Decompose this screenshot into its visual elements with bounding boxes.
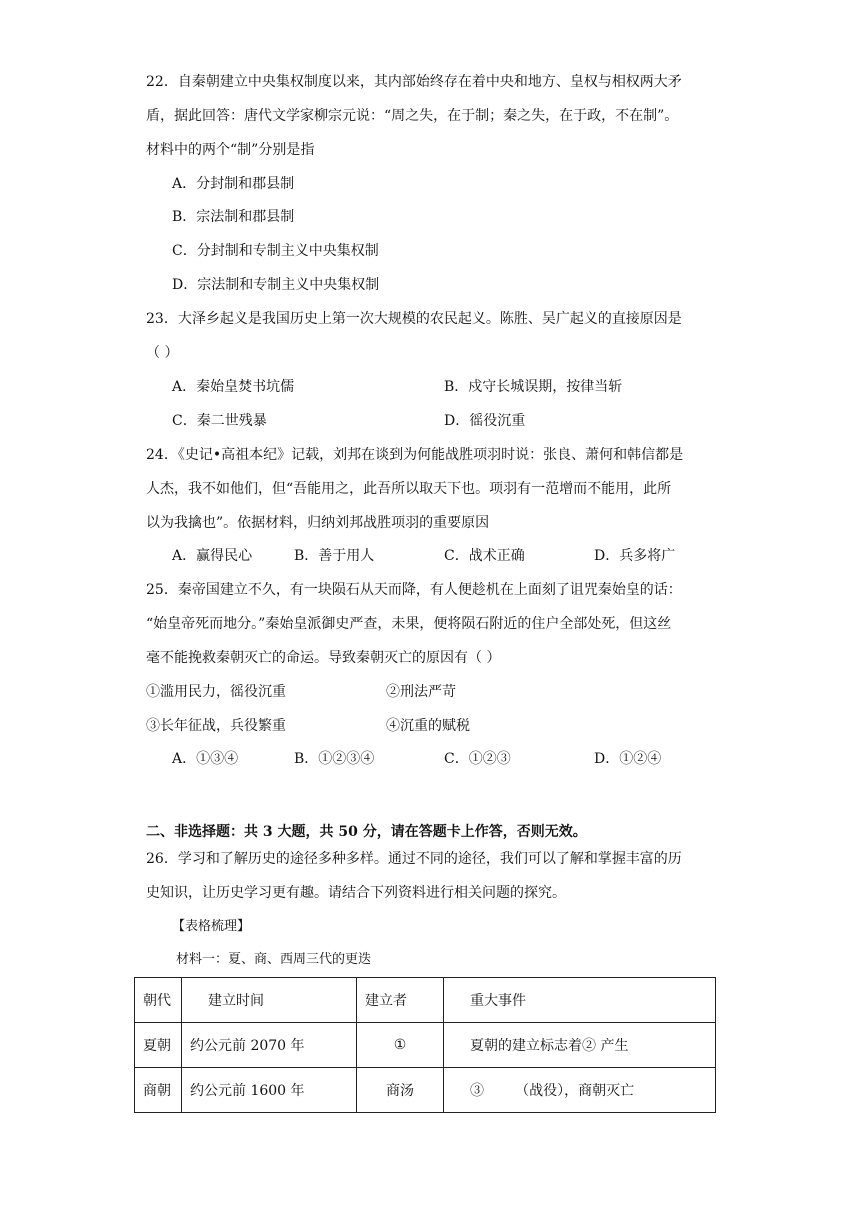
table-cell: ③ （战役），商朝灭亡 (444, 1068, 716, 1113)
q24-option-a: A．赢得民心 (172, 548, 253, 564)
q25-item-4: ④沉重的赋税 (386, 718, 470, 734)
dynasty-table (134, 977, 716, 1113)
table-cell: ① (357, 1023, 444, 1068)
q22-stem-line-1: 22．自秦朝建立中央集权制度以来，其内部始终存在着中央和地方、皇权与相权两大矛 (146, 74, 682, 90)
q26-subhead: 【表格梳理】 (172, 919, 251, 934)
q26-material-title: 材料一：夏、商、西周三代的更迭 (176, 952, 372, 967)
q25-stem-line-2: “始皇帝死而地分。”秦始皇派御史严查，未果，便将陨石附近的住户全部处死，但这丝 (146, 616, 672, 632)
q24-stem-line-2: 人杰，我不如他们，但“吾能用之，此吾所以取天下也。项羽有一范增而不能用，此所 (146, 481, 672, 497)
table-cell: 商朝 (135, 1068, 182, 1113)
table-header-row (135, 978, 716, 1023)
q26-stem-line-1: 26．学习和了解历史的途径多种多样。通过不同的途径，我们可以了解和掌握丰富的历 (146, 851, 682, 867)
q23-option-c: C．秦二世残暴 (172, 413, 267, 429)
q22-option-a: A．分封制和郡县制 (172, 176, 295, 192)
q22-option-c: C．分封制和专制主义中央集权制 (172, 243, 379, 259)
table-header-cell: 重大事件 (444, 978, 716, 1023)
q24-option-b: B．善于用人 (294, 548, 375, 564)
q25-option-b: B．①②③④ (294, 751, 375, 767)
table-header-cell: 建立时间 (182, 978, 357, 1023)
q25-option-c: C．①②③ (444, 751, 511, 767)
q24-option-d: D．兵多将广 (594, 548, 676, 564)
q22-stem-line-3: 材料中的两个“制”分别是指 (146, 142, 315, 158)
q25-item-3: ③长年征战，兵役繁重 (146, 718, 286, 734)
table-header-cell: 朝代 (135, 978, 182, 1023)
q22-stem-line-2: 盾，据此回答：唐代文学家柳宗元说：“周之失，在于制；秦之失，在于政，不在制”。 (146, 108, 679, 124)
q25-stem-line-1: 25．秦帝国建立不久，有一块陨石从天而降，有人便趁机在上面刻了诅咒秦始皇的话： (146, 582, 682, 598)
q23-stem-line-1: 23．大泽乡起义是我国历史上第一次大规模的农民起义。陈胜、吴广起义的直接原因是 (146, 311, 682, 327)
table-row (135, 1068, 716, 1113)
q23-option-d: D．徭役沉重 (444, 413, 526, 429)
table-cell: 约公元前 1600 年 (182, 1068, 357, 1113)
q26-stem-line-2: 史知识，让历史学习更有趣。请结合下列资料进行相关问题的探究。 (146, 885, 566, 901)
q24-stem-line-1: 24．《史记•高祖本纪》记载，刘邦在谈到为何能战胜项羽时说：张良、萧何和韩信都是 (146, 447, 684, 463)
q25-stem-line-3: 毫不能挽救秦朝灭亡的命运。导致秦朝灭亡的原因有（ ） (146, 650, 501, 666)
table-header-cell: 建立者 (357, 978, 444, 1023)
q24-stem-line-3: 以为我擒也”。依据材料，归纳刘邦战胜项羽的重要原因 (146, 515, 490, 531)
section-2-title: 二、非选择题：共 3 大题，共 50 分，请在答题卡上作答，否则无效。 (146, 824, 587, 840)
q25-item-2: ②刑法严苛 (386, 684, 456, 700)
table-row (135, 1023, 716, 1068)
table-cell: 夏朝的建立标志着② 产生 (444, 1023, 716, 1068)
q23-option-a: A．秦始皇焚书坑儒 (172, 379, 295, 395)
q22-option-b: B．宗法制和郡县制 (172, 209, 295, 225)
q25-option-d: D．①②④ (594, 751, 662, 767)
q24-option-c: C．战术正确 (444, 548, 525, 564)
q25-option-a: A．①③④ (172, 751, 239, 767)
q22-option-d: D．宗法制和专制主义中央集权制 (172, 277, 380, 293)
q23-option-b: B．戍守长城误期，按律当斩 (444, 379, 623, 395)
q25-item-1: ①滥用民力，徭役沉重 (146, 684, 286, 700)
table-cell: 约公元前 2070 年 (182, 1023, 357, 1068)
table-cell: 夏朝 (135, 1023, 182, 1068)
table-cell: 商汤 (357, 1068, 444, 1113)
q23-stem-line-2: （ ） (146, 345, 179, 361)
